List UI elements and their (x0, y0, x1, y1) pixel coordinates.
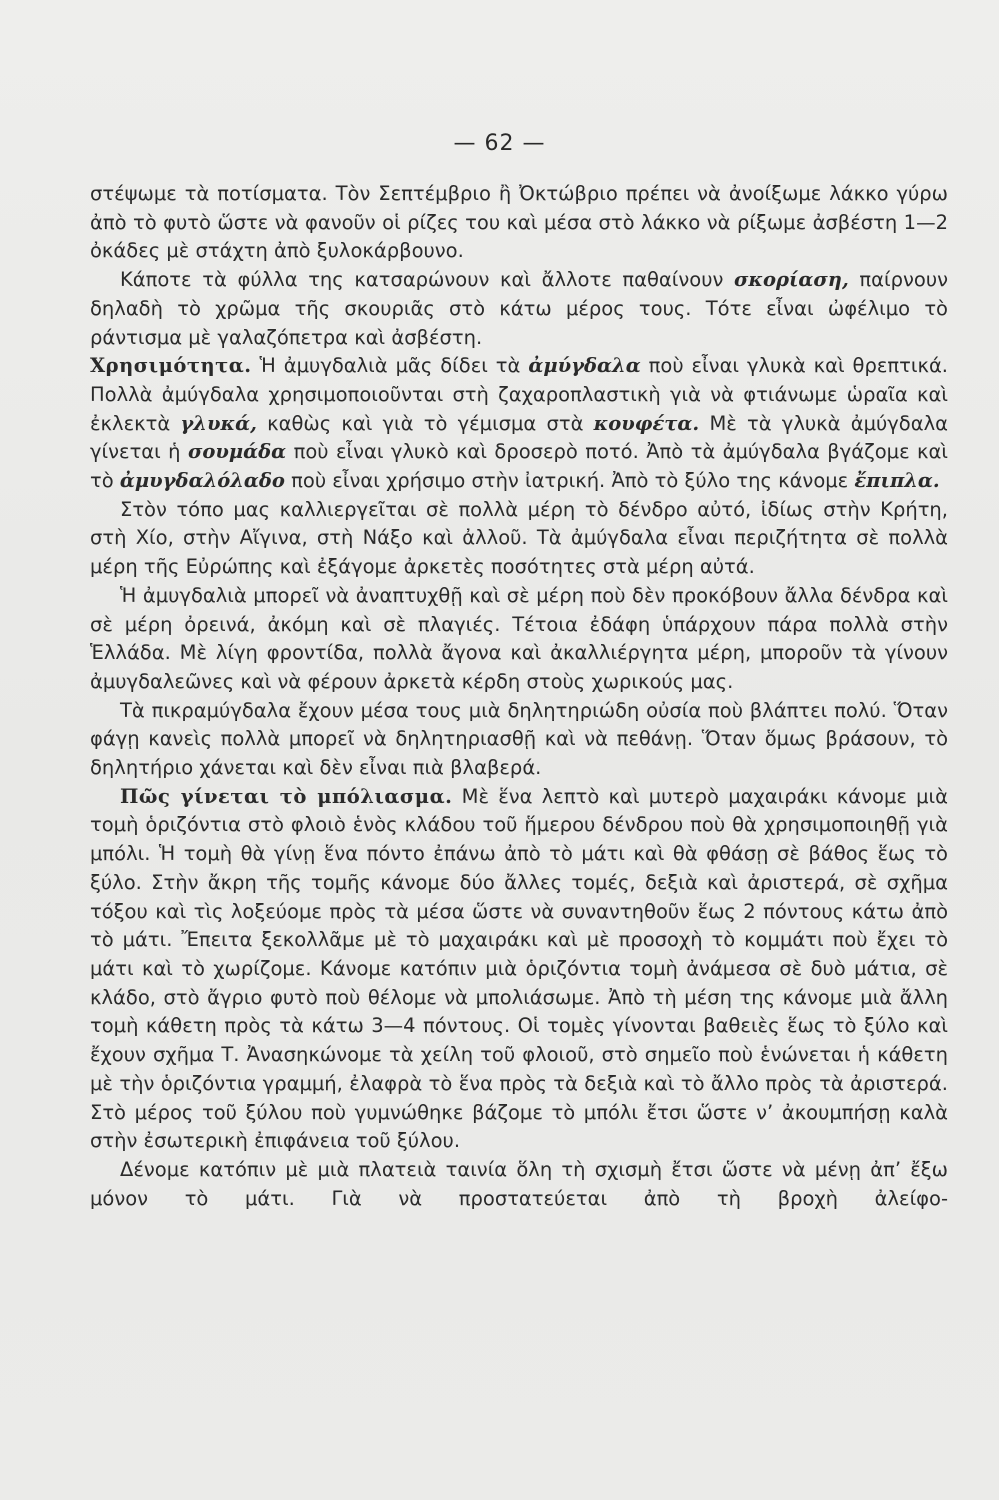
term-koufeta: κουφέτα. (593, 411, 700, 435)
paragraph-6: Τὰ πικραμύγδαλα ἔχουν μέσα τους μιὰ δηλητηριώδη οὐσία ποὺ βλάπτει πολύ. Ὅταν φάγῃ κανεὶς πολλὰ μπορεῖ νὰ δηλητηριασθῇ καὶ νὰ πεθάνῃ. Ὅταν ὅμως βράσουν, τὸ δηλητήριο χάνεται καὶ δὲν εἶναι πιὰ βλαβερά. (90, 698, 948, 780)
p3-text-e: ποὺ εἶναι γλυκὸ καὶ δροσερὸ ποτό. Ἀπὸ τὰ ἀμύγδαλα βγάζομε καὶ τὸ (90, 440, 948, 493)
p3-text-d: Μὲ τὰ γλυκὰ ἀμύγδαλα γίνεται ἡ (90, 411, 948, 464)
term-skoriasi: σκορίαση, (734, 268, 849, 292)
term-epipla: ἔπιπλα. (854, 469, 940, 493)
heading-mpoliasma: Πῶς γίνεται τὸ μπόλιασμα. (120, 784, 453, 808)
term-soumada: σουμάδα (187, 440, 287, 464)
p3-text-a: Ἡ ἀμυγδαλιὰ μᾶς δίδει τὰ (251, 354, 529, 378)
paragraph-4: Στὸν τόπο μας καλλιεργεῖται σὲ πολλὰ μέρη τὸ δένδρο αὐτό, ἰδίως στὴν Κρήτη, στὴ Χίο, στὴν Αἴγινα, στὴ Νάξο καὶ ἀλλοῦ. Τὰ ἀμύγδαλα εἶναι περιζήτητα σὲ πολλὰ μέρη τῆς Εὐρώπης καὶ ἐξάγομε ἀρκετὲς ποσότητες στὰ μέρη αὐτά. (90, 497, 948, 579)
term-amygdala: ἀμύγδαλα (528, 354, 641, 378)
p3-text-b: ποὺ εἶναι γλυκὰ καὶ θρεπτικά. Πολλὰ ἀμύγδαλα χρησιμοποιοῦνται στὴ ζαχαροπλαστικὴ γιὰ νὰ φτιάνωμε ὡραῖα καὶ ἐκλεκτὰ (90, 354, 948, 435)
paragraph-1: στέψωμε τὰ ποτίσματα. Τὸν Σεπτέμβριο ἢ Ὀκτώβριο πρέπει νὰ ἀνοίξωμε λάκκο γύρω ἀπὸ τὸ φυτὸ ὥστε νὰ φανοῦν οἱ ρίζες του καὶ μέσα στὸ λάκκο νὰ ρίξωμε ἀσβέστη 1—2 ὀκάδες μὲ στάχτη ἀπὸ ξυλοκάρβουνο. (90, 182, 948, 263)
p2-text-a: Κάποτε τὰ φύλλα της κατσαρώνουν καὶ ἄλλοτε παθαίνουν (120, 268, 735, 292)
p3-text-f: ποὺ εἶναι χρήσιμο στὴν ἰατρική. Ἀπὸ τὸ ξύλο της κάνομε (284, 469, 855, 493)
paragraph-7 (90, 783, 948, 1156)
paragraph-2 (90, 266, 948, 352)
paragraph-3 (90, 352, 948, 496)
p7-text: Μὲ ἕνα λεπτὸ καὶ μυτερὸ μαχαιράκι κάνομε μιὰ τομὴ ὁριζόντια στὸ φλοιὸ ἑνὸς κλάδου τοῦ ἥμερου δένδρου ποὺ θὰ χρησιμοποιηθῇ γιὰ μπόλι. Ἡ τομὴ θὰ γίνῃ ἕνα πόντο ἐπάνω ἀπὸ τὸ μάτι καὶ θὰ φθάσῃ σὲ βάθος ἕως τὸ ξύλο. Στὴν ἄκρη τῆς τομῆς κάνομε δύο ἄλλες τομές, δεξιὰ καὶ ἀριστερά, σὲ σχῆμα τόξου καὶ τὶς λοξεύομε πρὸς τὰ μέσα ὥστε νὰ συναντηθοῦν ἕως 2 πόντους κάτω ἀπὸ τὸ μάτι. Ἔπειτα ξεκολλᾶμε μὲ τὸ μαχαιράκι καὶ μὲ προσοχὴ τὸ κομμάτι ποὺ ἔχει τὸ μάτι καὶ τὸ χωρίζομε. Κάνομε κατόπιν μιὰ ὁριζόντια τομὴ ἀνάμεσα σὲ δυὸ μάτια, σὲ κλάδο, στὸ ἄγριο φυτὸ ποὺ θέλομε νὰ μπολιάσωμε. Ἀπὸ τὴ μέση της κάνομε μιὰ ἄλλη τομὴ κάθετη πρὸς τὰ κάτω 3—4 πόντους. Οἱ τομὲς γίνονται βαθειὲς ἕως τὸ ξύλο καὶ ἔχουν σχῆμα Τ. Ἀνασηκώνομε τὰ χείλη τοῦ φλοιοῦ, στὸ σημεῖο ποὺ ἑνώνεται ἡ κάθετη μὲ τὴν ὁριζόντια γραμμή, ἐλαφρὰ τὸ ἕνα πρὸς τὰ δεξιὰ καὶ τὸ ἄλλο πρὸς τὰ ἀριστερά. Στὸ μέρος τοῦ ξύλου ποὺ γυμνώθηκε βάζομε τὸ μπόλι ἔτσι ὥστε ν’ ἀκουμπήσῃ καλὰ στὴν ἐσωτερικὴ ἐπιφάνεια τοῦ ξύλου. (90, 784, 949, 1153)
paragraph-8: Δένομε κατόπιν μὲ μιὰ πλατειὰ ταινία ὅλη τὴ σχισμὴ ἔτσι ὥστε νὰ μένῃ ἀπ’ ἔξω μόνον τὸ μάτι. Γιὰ νὰ προστατεύεται ἀπὸ τὴ βροχὴ ἀλείφο- (90, 1157, 948, 1210)
p2-text-b: παίρνουν δηλαδὴ τὸ χρῶμα τῆς σκουριᾶς στὸ κάτω μέρος τους. Τότε εἶναι ὠφέλιμο τὸ ράντισμα μὲ γαλαζόπετρα καὶ ἀσβέστη. (90, 268, 948, 349)
term-amygdalolado: ἀμυγδαλόλαδο (119, 469, 285, 493)
heading-chrisimotita: Χρησιμότητα. (90, 354, 252, 378)
term-glyka: γλυκά, (180, 411, 257, 435)
body-text (90, 180, 948, 1213)
paragraph-5: Ἡ ἀμυγδαλιὰ μπορεῖ νὰ ἀναπτυχθῇ καὶ σὲ μέρη ποὺ δὲν προκόβουν ἄλλα δένδρα καὶ σὲ μέρη ὀρεινά, ἀκόμη καὶ σὲ πλαγιές. Τέτοια ἐδάφη ὑπάρχουν πάρα πολλὰ στὴν Ἑλλάδα. Μὲ λίγη φροντίδα, πολλὰ ἄγονα καὶ ἀκαλλιέργητα μέρη, μποροῦν τὰ γίνουν ἀμυγδαλεῶνες καὶ νὰ φέρουν ἀρκετὰ κέρδη στοὺς χωρικούς μας. (90, 583, 948, 693)
page-number: — 62 — (453, 131, 546, 156)
p3-text-c: καθὼς καὶ γιὰ τὸ γέμισμα στὰ (256, 411, 594, 435)
